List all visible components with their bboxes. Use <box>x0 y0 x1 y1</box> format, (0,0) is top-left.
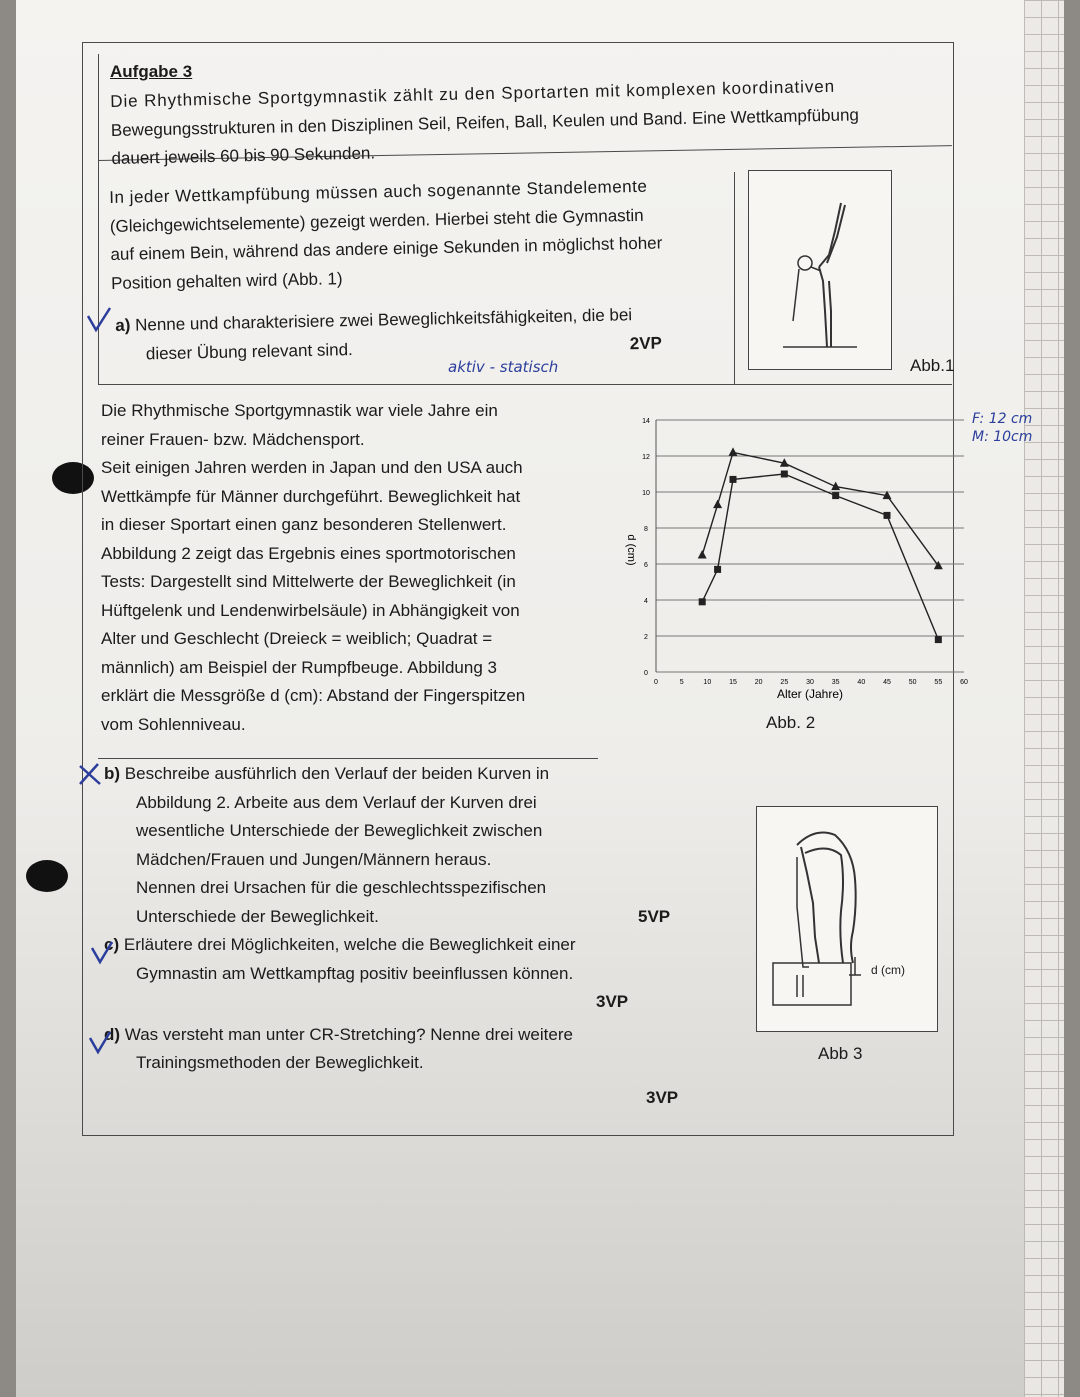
x-tick-label: 45 <box>883 679 891 686</box>
context-line: Wettkämpfe für Männer durchgeführt. Beweglichkeit hat <box>101 486 521 506</box>
figure-2-caption: Abb. 2 <box>766 713 816 732</box>
checkmark-icon <box>84 306 114 336</box>
x-tick-label: 20 <box>754 679 763 686</box>
question-b-line: Nennen drei Ursachen für die geschlechtsspezifischen <box>136 878 547 897</box>
context-line: reiner Frauen- bzw. Mädchensport. <box>101 429 365 449</box>
handwritten-note-a: aktiv - statisch <box>448 358 559 376</box>
context-line: männlich) am Beispiel der Rumpfbeuge. Abbildung 3 <box>101 657 497 677</box>
y-tick-label: 6 <box>644 562 648 569</box>
margin-note-male: M: 10cm <box>972 429 1033 445</box>
question-label: c) <box>104 935 120 954</box>
chart-series <box>698 447 943 643</box>
data-point-square <box>935 636 942 643</box>
context-line: Die Rhythmische Sportgymnastik war viele Jahre ein <box>101 401 498 420</box>
data-point-square <box>730 476 737 483</box>
y-axis-label: d (cm) <box>625 534 637 566</box>
question-label: d) <box>104 1024 121 1044</box>
series-line-square <box>702 474 938 640</box>
context-line: Hüftgelenk und Lendenwirbelsäule) in Abhängigkeit von <box>101 600 520 620</box>
context-line: vom Sohlenniveau. <box>101 714 246 734</box>
standelement-line: In jeder Wettkampfübung müssen auch sogenannte Standelemente <box>109 176 648 207</box>
data-point-triangle <box>698 550 707 559</box>
x-tick-label: 25 <box>780 679 789 686</box>
question-b-line: Mädchen/Frauen und Jungen/Männern heraus. <box>136 849 492 869</box>
figure-3-forward-bend <box>756 806 938 1032</box>
intro-line: Bewegungsstrukturen in den Disziplinen Seil, Reifen, Ball, Keulen und Band. Eine Wettkampfübung <box>110 104 860 140</box>
question-label: a) <box>115 315 131 335</box>
data-point-triangle <box>729 447 738 456</box>
question-c-line: Erläutere drei Möglichkeiten, welche die Beweglichkeit einer <box>123 935 576 954</box>
x-tick-label: 40 <box>857 679 866 686</box>
x-axis-label: Alter (Jahre) <box>776 687 844 701</box>
standelement-line: (Gleichgewichtselemente) gezeigt werden. Hierbei steht die Gymnastin <box>109 205 644 236</box>
checkmark-icon <box>86 1028 114 1056</box>
data-point-square <box>884 512 891 519</box>
y-tick-label: 8 <box>644 526 648 533</box>
data-point-square <box>714 566 721 573</box>
y-tick-label: 12 <box>642 454 650 461</box>
x-tick-label: 5 <box>679 679 684 686</box>
question-b-line: Unterschiede der Beweglichkeit. <box>136 906 379 926</box>
question-label: b) <box>104 764 121 783</box>
data-point-square <box>781 471 788 478</box>
figure-1-gymnast <box>748 170 892 370</box>
intro-line: Die Rhythmische Sportgymnastik zählt zu den Sportarten mit komplexen koordinativen <box>110 76 836 111</box>
divider-line <box>98 384 952 385</box>
margin-note-female: F: 12 cm <box>972 411 1033 427</box>
checkmark-icon <box>88 938 116 966</box>
question-d-line: Trainingsmethoden der Beweglichkeit. <box>136 1053 424 1072</box>
figure-1-caption: Abb.1 <box>910 356 955 375</box>
checkmark-icon <box>76 760 106 788</box>
gymnast-standing-scale-icon <box>749 171 891 369</box>
x-tick-label: 60 <box>960 679 968 686</box>
figure-3-caption: Abb 3 <box>818 1044 863 1063</box>
chart-ticks <box>642 418 968 686</box>
x-tick-label: 0 <box>654 679 658 686</box>
forward-bend-figure-icon <box>757 807 937 1031</box>
standelement-text <box>109 171 723 298</box>
context-line: in dieser Sportart einen ganz besonderen Stellenwert. <box>101 515 507 534</box>
x-tick-label: 50 <box>908 679 917 686</box>
points-label: 5VP <box>638 906 671 926</box>
points-label: 3VP <box>646 1087 679 1107</box>
series-line-triangle <box>702 452 938 565</box>
y-tick-label: 4 <box>644 598 648 605</box>
data-point-triangle <box>713 500 722 509</box>
x-tick-label: 30 <box>806 679 814 686</box>
intro-line: dauert jeweils 60 bis 90 Sekunden. <box>111 143 376 168</box>
data-point-square <box>832 492 839 499</box>
question-d-line: Was versteht man unter CR-Stretching? Nenne drei weitere <box>124 1024 573 1044</box>
binder-hole <box>26 860 68 892</box>
y-tick-label: 2 <box>644 634 648 641</box>
questions-b-d <box>104 760 684 1112</box>
divider-line <box>98 758 598 759</box>
context-line: Tests: Dargestellt sind Mittelwerte der Beweglichkeit (in <box>101 572 516 591</box>
question-b-line: Beschreibe ausführlich den Verlauf der beiden Kurven in <box>124 764 550 783</box>
points-label: 2VP <box>629 333 663 353</box>
question-b-line: Abbildung 2. Arbeite aus dem Verlauf der Kurven drei <box>136 792 537 812</box>
x-tick-label: 35 <box>831 679 840 686</box>
context-line: erklärt die Messgröße d (cm): Abstand der Fingerspitzen <box>101 686 526 705</box>
y-tick-label: 0 <box>644 670 648 677</box>
figure-2-chart <box>612 400 980 710</box>
x-tick-label: 55 <box>934 679 943 686</box>
question-a-line: dieser Übung relevant sind. <box>145 339 353 363</box>
y-tick-label: 10 <box>642 490 650 497</box>
divider-line <box>734 172 735 384</box>
intro-text <box>110 70 950 173</box>
context-line: Alter und Geschlecht (Dreieck = weiblich; Quadrat = <box>101 629 493 648</box>
points-label: 3VP <box>596 992 629 1011</box>
standelement-line: Position gehalten wird (Abb. 1) <box>110 268 343 293</box>
context-paragraph <box>101 397 601 739</box>
task-title: Aufgabe 3 <box>110 62 193 81</box>
measure-label: d (cm) <box>871 963 905 977</box>
question-c-line: Gymnastin am Wettkampftag positiv beeinflussen können. <box>136 963 574 983</box>
y-tick-label: 14 <box>642 418 650 425</box>
next-page-grid-edge <box>1024 0 1064 1397</box>
margin-notes <box>972 410 1032 446</box>
question-a-line: Nenne und charakterisiere zwei Beweglichkeitsfähigkeiten, die bei <box>134 305 633 335</box>
x-tick-label: 10 <box>703 679 712 686</box>
standelement-line: auf einem Bein, während das andere einige Sekunden in möglichst hoher <box>110 233 663 264</box>
chart-grid <box>656 420 964 672</box>
context-line: Abbildung 2 zeigt das Ergebnis eines sportmotorischen <box>101 543 516 563</box>
context-line: Seit einigen Jahren werden in Japan und den USA auch <box>101 458 523 477</box>
data-point-square <box>699 598 706 605</box>
question-b-line: wesentliche Unterschiede der Beweglichkeit zwischen <box>136 821 543 840</box>
x-tick-label: 15 <box>729 679 737 686</box>
